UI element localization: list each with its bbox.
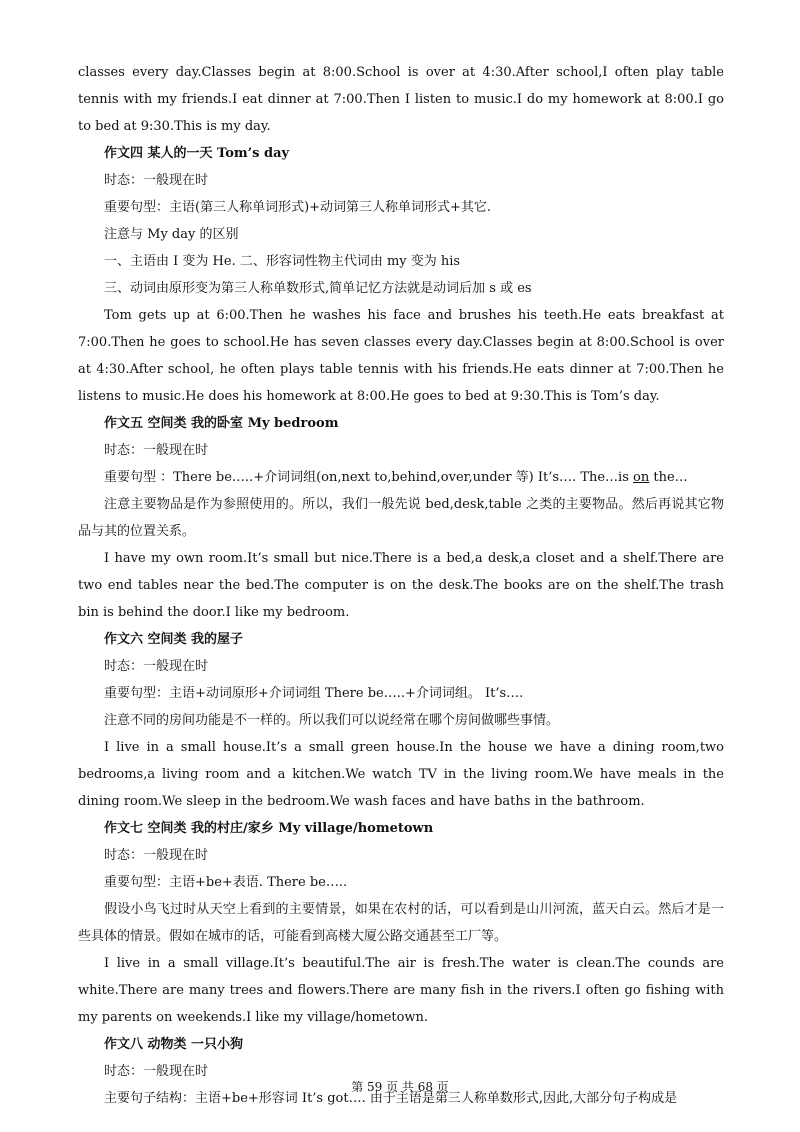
section-7-essay: I live in a small village.It’s beautiful.The air is fresh.The water is clean.The counds are white.There are many trees and flowers.There are many fish in the rivers.I often go fishing with my parents on weekends.I like my village/hometown. bbox=[78, 956, 724, 1025]
section-5-tense: 时态：一般现在时 bbox=[104, 443, 209, 458]
section-5-heading: 作文五 空间类 我的卧室 My bedroom bbox=[104, 416, 339, 431]
section-8-heading: 作文八 动物类 一只小狗 bbox=[104, 1037, 244, 1052]
section-4-pattern: 重要句型：主语(第三人称单词形式)+动词第三人称单词形式+其它. bbox=[104, 200, 492, 215]
section-6-note: 注意不同的房间功能是不一样的。所以我们可以说经常在哪个房间做哪些事情。 bbox=[104, 713, 560, 728]
section-7-tense: 时态：一般现在时 bbox=[104, 848, 209, 863]
section-5-pattern-b: the… bbox=[649, 470, 688, 485]
section-5-pattern-on: on bbox=[633, 470, 650, 485]
section-5-note: 注意主要物品是作为参照使用的。所以，我们一般先说 bed,desk,table 之类的主要物品。然后再说其它物品与其的位置关系。 bbox=[78, 497, 724, 539]
intro-paragraph: classes every day.Classes begin at 8:00.School is over at 4:30.After school,I often play table tennis with my friends.I eat dinner at 7:00.Then I listen to music.I do my homework at 8:00.I go to bed at 9:30.This is my day. bbox=[78, 65, 724, 134]
section-6-heading: 作文六 空间类 我的屋子 bbox=[104, 632, 244, 647]
section-6-tense: 时态：一般现在时 bbox=[104, 659, 209, 674]
section-4-note-3: 三、动词由原形变为第三人称单数形式,简单记忆方法就是动词后加 s 或 es bbox=[104, 281, 532, 296]
section-7-note: 假设小鸟飞过时从天空上看到的主要情景，如果在农村的话，可以看到是山川河流，蓝天白云。然后才是一些具体的情景。假如在城市的话，可能看到高楼大厦公路交通甚至工厂等。 bbox=[78, 902, 724, 944]
section-4-note-1: 注意与 My day 的区别 bbox=[104, 227, 239, 242]
section-5-pattern bbox=[78, 464, 724, 491]
section-6-pattern: 重要句型：主语+动词原形+介词词组 There be…..+介词词组。 It’s…. bbox=[104, 686, 524, 701]
section-4-essay: Tom gets up at 6:00.Then he washes his face and brushes his teeth.He eats breakfast at 7:00.Then he goes to school.He has seven classes every day.Classes begin at 8:00.School is over at 4:30.After school, he often plays table tennis with his friends.He eats dinner at 7:00.Then he listens to music.He does his homework at 8:00.He goes to bed at 9:30.This is Tom’s day. bbox=[78, 308, 724, 404]
section-5-pattern-a: 重要句型 ：There be…..+介词词组(on,next to,behind,over,under 等) It’s…. The…is bbox=[104, 470, 634, 485]
section-6-essay: I live in a small house.It’s a small green house.In the house we have a dining room,two bedrooms,a living room and a kitchen.We watch TV in the living room.We have meals in the dining room.We sleep in the bedroom.We wash faces and have baths in the bathroom. bbox=[78, 740, 724, 809]
section-8-tense: 时态：一般现在时 bbox=[104, 1064, 209, 1079]
section-4-tense: 时态：一般现在时 bbox=[104, 173, 209, 188]
section-7-pattern: 重要句型：主语+be+表语. There be….. bbox=[104, 875, 348, 890]
page-number-footer: 第 59 页 共 68 页 bbox=[351, 1080, 449, 1094]
section-4-note-2: 一、主语由 I 变为 He. 二、形容词性物主代词由 my 变为 his bbox=[104, 254, 461, 269]
section-4-heading: 作文四 某人的一天 Tom’s day bbox=[104, 146, 290, 161]
section-5-essay: I have my own room.It’s small but nice.There is a bed,a desk,a closet and a shelf.There are two end tables near the bed.The computer is on the desk.The books are on the shelf.The trash bin is behind the door.I like my bedroom. bbox=[78, 551, 724, 620]
document-body bbox=[78, 59, 724, 1112]
section-7-heading: 作文七 空间类 我的村庄/家乡 My village/hometown bbox=[104, 821, 434, 836]
section-8-pattern: 主要句子结构：主语+be+形容词 It’s got…. 由于主语是第三人称单数形式,因此,大部分句子构成是 bbox=[104, 1091, 678, 1106]
